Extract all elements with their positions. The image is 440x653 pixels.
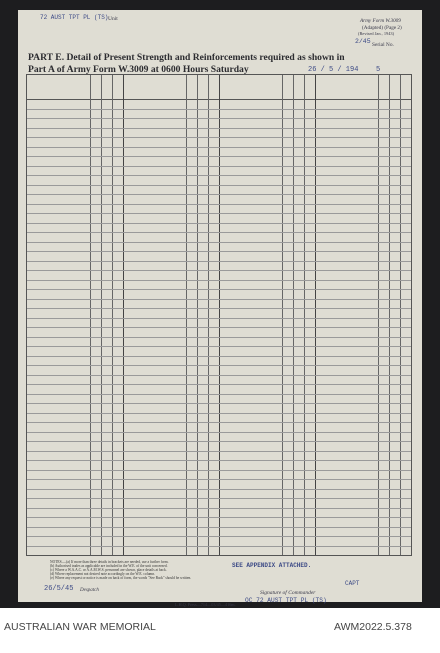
row-rule (27, 299, 411, 300)
row-rule (27, 280, 411, 281)
row-rule (27, 128, 411, 129)
row-rule (27, 166, 411, 167)
form-ref-1: Army Form W.3009 (360, 18, 401, 24)
row-rule (27, 517, 411, 518)
row-rule (27, 308, 411, 309)
form-title-line1: PART E. Detail of Present Strength and Reinforcements required as shown in (28, 52, 345, 63)
unit-typed: 72 AUST TPT PL (TS) (40, 14, 109, 21)
row-rule (27, 432, 411, 433)
year-typed: 5 (376, 66, 381, 74)
row-rule (27, 204, 411, 205)
row-rule (27, 270, 411, 271)
appendix-typed: SEE APPENDIX ATTACHED. (232, 562, 312, 569)
form-title-line2: Part A of Army Form W.3009 at 0600 Hours Saturday (28, 64, 249, 75)
note-d: (d) Where replacement not desired note accordingly on the W.E. column. (50, 572, 156, 576)
caption-accession: AWM2022.5.378 (334, 621, 412, 633)
note-a: NOTES.—(a) If more than three details in brackets are needed, use a further form. (50, 560, 169, 564)
row-rule (27, 479, 411, 480)
note-c: (c) Where a W.A.A.C. or A.A.M.W.S. personnel are shown, place details at back. (50, 568, 167, 572)
row-rule (27, 536, 411, 537)
despatch-date: 26/5/45 (44, 585, 74, 593)
row-rule (27, 337, 411, 338)
row-rule (27, 213, 411, 214)
row-rule (27, 137, 411, 138)
unit-label: Unit (108, 16, 118, 22)
row-rule (27, 251, 411, 252)
row-rule (27, 109, 411, 110)
row-rule (27, 413, 411, 414)
row-rule (27, 346, 411, 347)
row-rule (27, 460, 411, 461)
rank-typed: CAPT (345, 580, 360, 587)
row-rule (27, 242, 411, 243)
row-rule (27, 147, 411, 148)
serial-typed: 2/45 (355, 38, 371, 45)
row-rule (27, 508, 411, 509)
row-rule (27, 546, 411, 547)
row-rule (27, 365, 411, 366)
row-rule (27, 175, 411, 176)
row-rule (27, 489, 411, 490)
row-rule (27, 527, 411, 528)
trade-label (317, 528, 377, 557)
date-typed: 26 / 5 / 194 (308, 66, 359, 74)
row-rule (27, 498, 411, 499)
row-rule (27, 356, 411, 357)
note-e: (e) Where any request or notice is made on back of form, the words "See Back" should be written. (50, 576, 192, 580)
signature-label: Signature of Commander (260, 590, 316, 596)
notes (50, 560, 191, 580)
form-ref-3: (Revised Jan., 1943) (358, 31, 395, 36)
row-rule (27, 223, 411, 224)
row-rule (27, 441, 411, 442)
row-rule (27, 232, 411, 233)
commander-typed: OC 72 AUST TPT PL (TS) (245, 597, 327, 604)
serial-label: Serial No. (372, 42, 394, 48)
press-line: L.H.Q. Press—714—03/45—416m. (175, 602, 236, 607)
row-rule (27, 394, 411, 395)
row-rule (27, 384, 411, 385)
row-rule (27, 375, 411, 376)
row-rule (27, 422, 411, 423)
note-b: (b) Authorised trades as applicable are included in the W.E. of the unit concerned. (50, 564, 168, 568)
despatch-label: Despatch (80, 588, 99, 593)
row-rule (27, 327, 411, 328)
row-rule (27, 289, 411, 290)
row-rule (27, 194, 411, 195)
row-rule (27, 118, 411, 119)
row-rule (27, 185, 411, 186)
row-rule (27, 156, 411, 157)
row-rule (27, 318, 411, 319)
form-ref-2: (Adapted) (Page 2) (362, 25, 402, 31)
strength-table (26, 74, 412, 556)
row-rule (27, 403, 411, 404)
caption-institution: AUSTRALIAN WAR MEMORIAL (4, 621, 156, 633)
row-rule (27, 451, 411, 452)
row-rule (27, 261, 411, 262)
row-rule (27, 470, 411, 471)
